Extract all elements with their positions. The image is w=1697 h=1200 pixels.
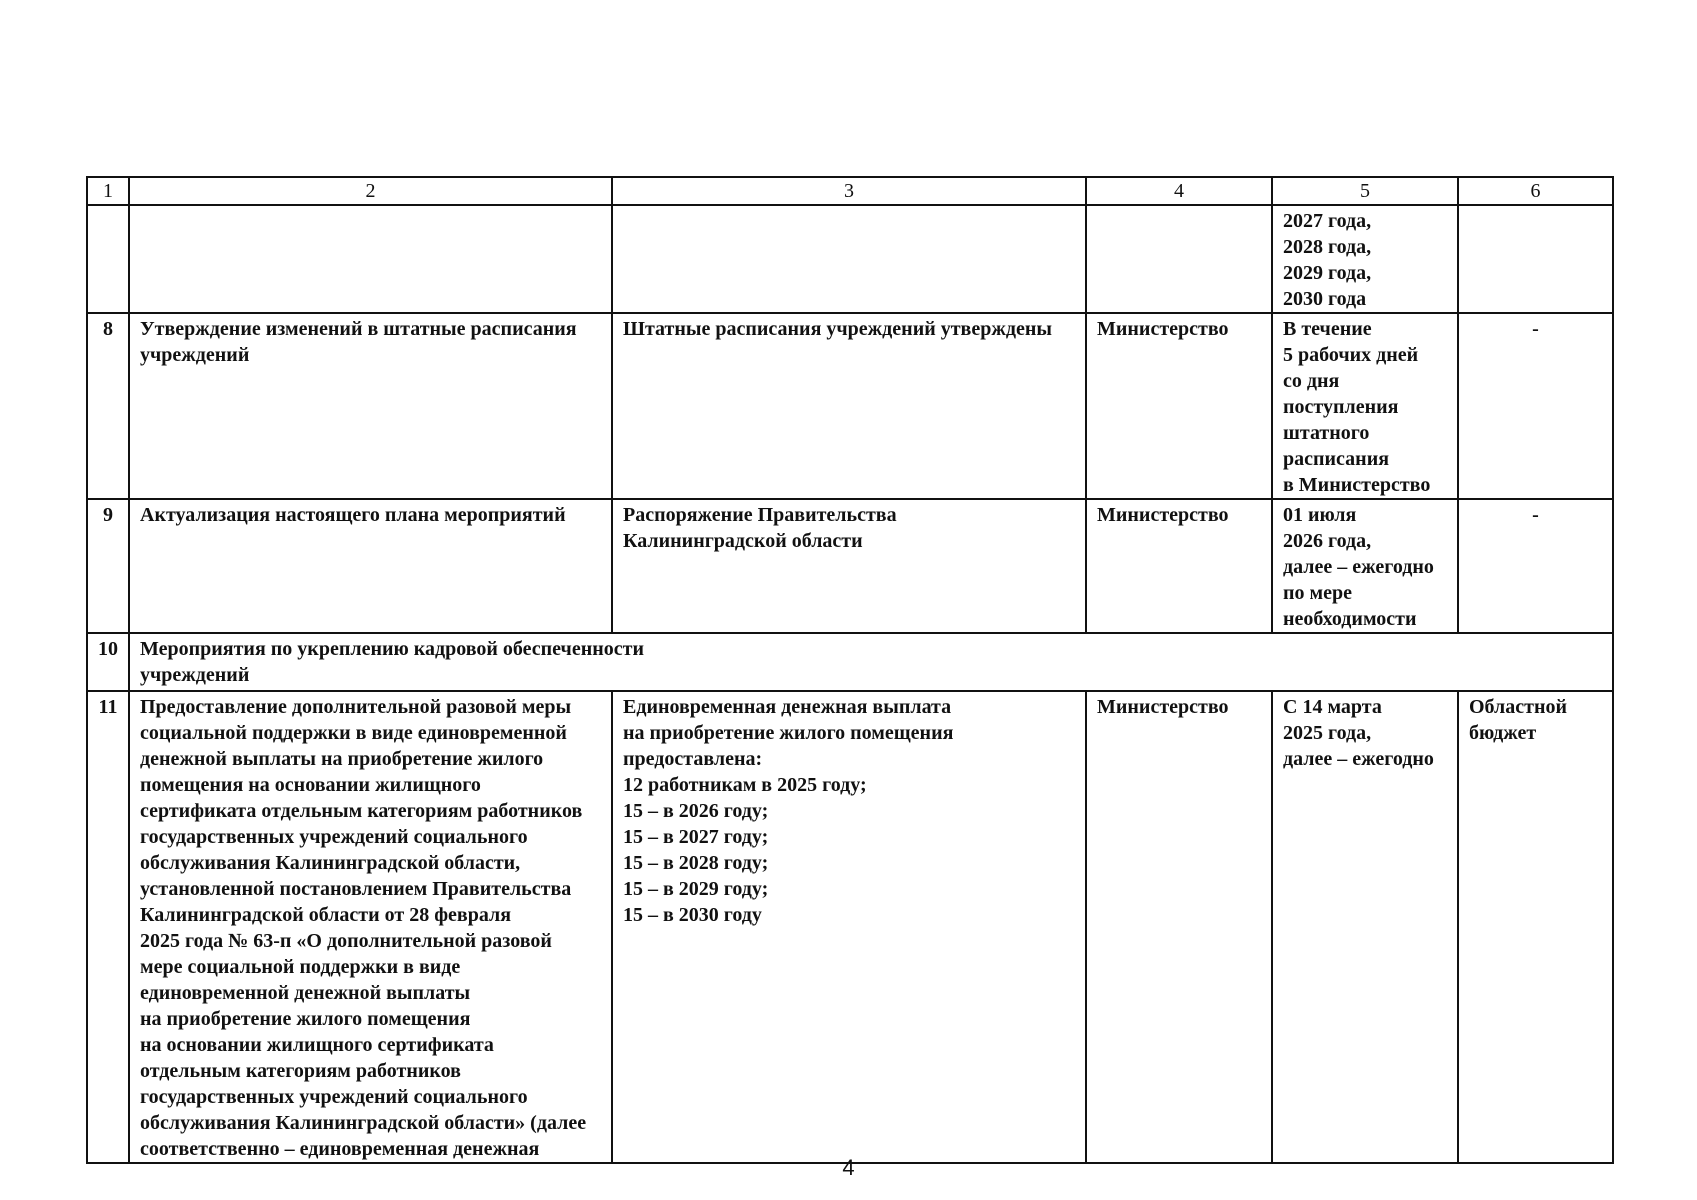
column-header-4: 4 (1086, 177, 1272, 205)
cell-deadline: 2027 года, 2028 года, 2029 года, 2030 года (1272, 205, 1458, 313)
cell-num: 10 (87, 633, 129, 691)
cell-funding: - (1458, 499, 1613, 633)
cell-deadline: 01 июля 2026 года, далее – ежегодно по мере необходимости (1272, 499, 1458, 633)
table-row-8 (87, 313, 1613, 499)
column-header-3: 3 (612, 177, 1086, 205)
cell-deadline: С 14 марта 2025 года, далее – ежегодно (1272, 691, 1458, 1163)
cell-num: 11 (87, 691, 129, 1163)
cell-responsible: Министерство (1086, 499, 1272, 633)
column-header-5: 5 (1272, 177, 1458, 205)
table-row-10 (87, 633, 1613, 691)
cell-result: Единовременная денежная выплата на приобретение жилого помещения предоставлена: 12 работникам в 2025 году; 15 – в 2026 году; 15 – в 2027 году; 15 – в 2028 году; 15 – в 2029 году; 15 – в 2030 году (612, 691, 1086, 1163)
cell-responsible (1086, 205, 1272, 313)
cell-responsible: Министерство (1086, 313, 1272, 499)
column-header-6: 6 (1458, 177, 1613, 205)
table-row-continued (87, 205, 1613, 313)
cell-num: 8 (87, 313, 129, 499)
cell-action: Утверждение изменений в штатные расписания учреждений (129, 313, 612, 499)
page-number: 4 (842, 1155, 855, 1180)
plan-table (86, 176, 1614, 1164)
cell-deadline: В течение 5 рабочих дней со дня поступления штатного расписания в Министерство (1272, 313, 1458, 499)
cell-num: 9 (87, 499, 129, 633)
cell-action (129, 205, 612, 313)
column-header-1: 1 (87, 177, 129, 205)
cell-funding (1458, 205, 1613, 313)
table-header-row (87, 177, 1613, 205)
cell-result (612, 205, 1086, 313)
table-row-9 (87, 499, 1613, 633)
cell-action: Предоставление дополнительной разовой меры социальной поддержки в виде единовременной денежной выплаты на приобретение жилого помещения на основании жилищного сертификата отдельным категориям работников государственных учреждений социального обслуживания Калининградской области, установленной постановлением Правительства Калининградской области от 28 февраля 2025 года № 63-п «О дополнительной разовой мере социальной поддержки в виде единовременной денежной выплаты на приобретение жилого помещения на основании жилищного сертификата отдельным категориям работников государственных учреждений социального обслуживания Калининградской области» (далее соответственно – единовременная денежная (129, 691, 612, 1163)
table-row-11 (87, 691, 1613, 1163)
column-header-2: 2 (129, 177, 612, 205)
cell-funding: - (1458, 313, 1613, 499)
cell-num (87, 205, 129, 313)
cell-action: Актуализация настоящего плана мероприятий (129, 499, 612, 633)
cell-funding: Областной бюджет (1458, 691, 1613, 1163)
cell-result: Распоряжение Правительства Калининградской области (612, 499, 1086, 633)
cell-responsible: Министерство (1086, 691, 1272, 1163)
section-title: Мероприятия по укреплению кадровой обеспеченности учреждений (129, 633, 1613, 691)
cell-result: Штатные расписания учреждений утверждены (612, 313, 1086, 499)
